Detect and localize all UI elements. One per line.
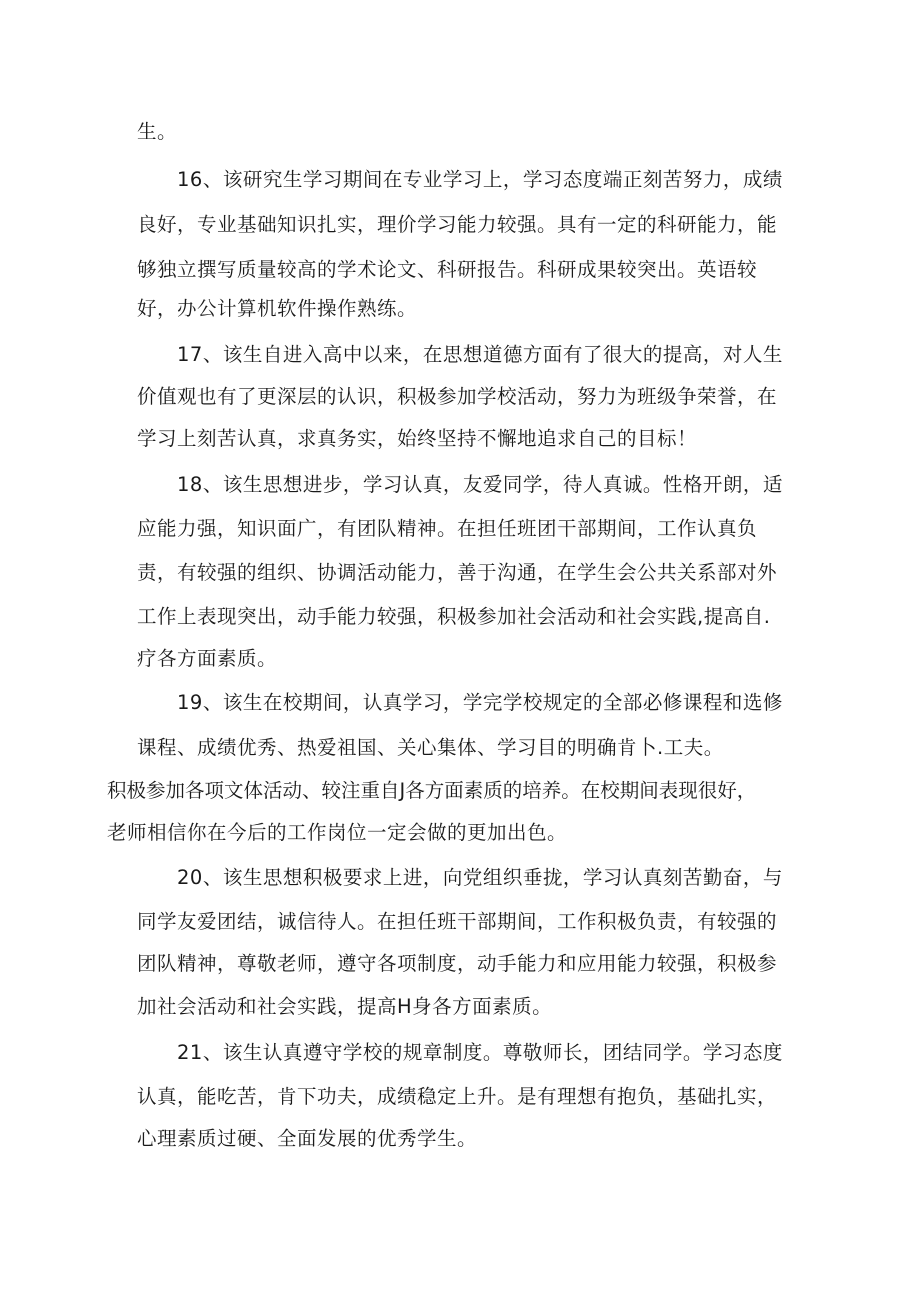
paragraph-17-line-2: 价值观也有了更深层的认识，积极参加学校活动，努力为班级争荣誉，在 bbox=[137, 385, 778, 408]
paragraph-20-line-1: 20、该生思想积极要求上进，向党组织垂拢，学习认真刻苦勤奋，与 bbox=[177, 866, 783, 889]
paragraph-16-line-4: 好，办公计算机软件操作熟练。 bbox=[137, 297, 418, 320]
paragraph-19-line-4: 老师相信你在今后的工作岗位一定会做的更加出色。 bbox=[107, 821, 568, 844]
paragraph-21-line-3: 心理素质过硬、全面发展的优秀学生。 bbox=[137, 1127, 478, 1150]
paragraph-18-line-1: 18、该生思想进步，学习认真，友爱同学，待人真诚。性格开朗，适 bbox=[177, 473, 783, 496]
paragraph-19-line-3: 积极参加各项文体活动、较注重自J各方面素质的培养。在校期间表现很好， bbox=[107, 779, 757, 802]
paragraph-21-line-2: 认真，能吃苦，肯下功夫，成绩稳定上升。是有理想有抱负，基础扎实， bbox=[137, 1085, 778, 1108]
paragraph-18-line-2: 应能力强，知识面广，有团队精神。在担任班团干部期间，工作认真负 bbox=[137, 517, 758, 540]
text-line: 生。 bbox=[137, 120, 178, 143]
paragraph-17-line-3: 学习上刻苦认真，求真务实，始终坚持不懈地追求自己的目标！ bbox=[137, 427, 698, 450]
paragraph-21-line-1: 21、该生认真遵守学校的规章制度。尊敬师长，团结同学。学习态度 bbox=[177, 1041, 783, 1064]
paragraph-18-line-5: 疗各方面素质。 bbox=[137, 647, 278, 670]
paragraph-16-line-3: 够独立撰写质量较高的学术论文、科研报告。科研成果较突出。英语较 bbox=[137, 258, 758, 281]
paragraph-16-line-2: 良好，专业基础知识扎实，理价学习能力较强。具有一定的科研能力，能 bbox=[137, 213, 778, 236]
paragraph-20-line-4: 加社会活动和社会实践，提高H身各方面素质。 bbox=[137, 995, 553, 1018]
paragraph-19-line-1: 19、该生在校期间，认真学习，学完学校规定的全部必修课程和选修 bbox=[177, 691, 783, 714]
paragraph-18-line-4: 工作上表现突出，动手能力较强，积极参加社会活动和社会实践,提高自. bbox=[137, 605, 771, 628]
paragraph-17-line-1: 17、该生自进入高中以来，在思想道德方面有了很大的提高，对人生 bbox=[177, 343, 783, 366]
paragraph-18-line-3: 责，有较强的组织、协调活动能力，善于沟通，在学生会公共关系部对外 bbox=[137, 561, 778, 584]
paragraph-20-line-3: 团队精神，尊敬老师，遵守各项制度，动手能力和应用能力较强，积极参 bbox=[137, 952, 778, 975]
paragraph-16-line-1: 16、该研究生学习期间在专业学习上，学习态度端正刻苦努力，成绩 bbox=[177, 168, 783, 191]
paragraph-20-line-2: 同学友爱团结，诚信待人。在担任班干部期间，工作积极负责，有较强的 bbox=[137, 910, 778, 933]
paragraph-19-line-2: 课程、成绩优秀、热爱祖国、关心集体、学习目的明确肯卜.工夫。 bbox=[137, 736, 724, 759]
